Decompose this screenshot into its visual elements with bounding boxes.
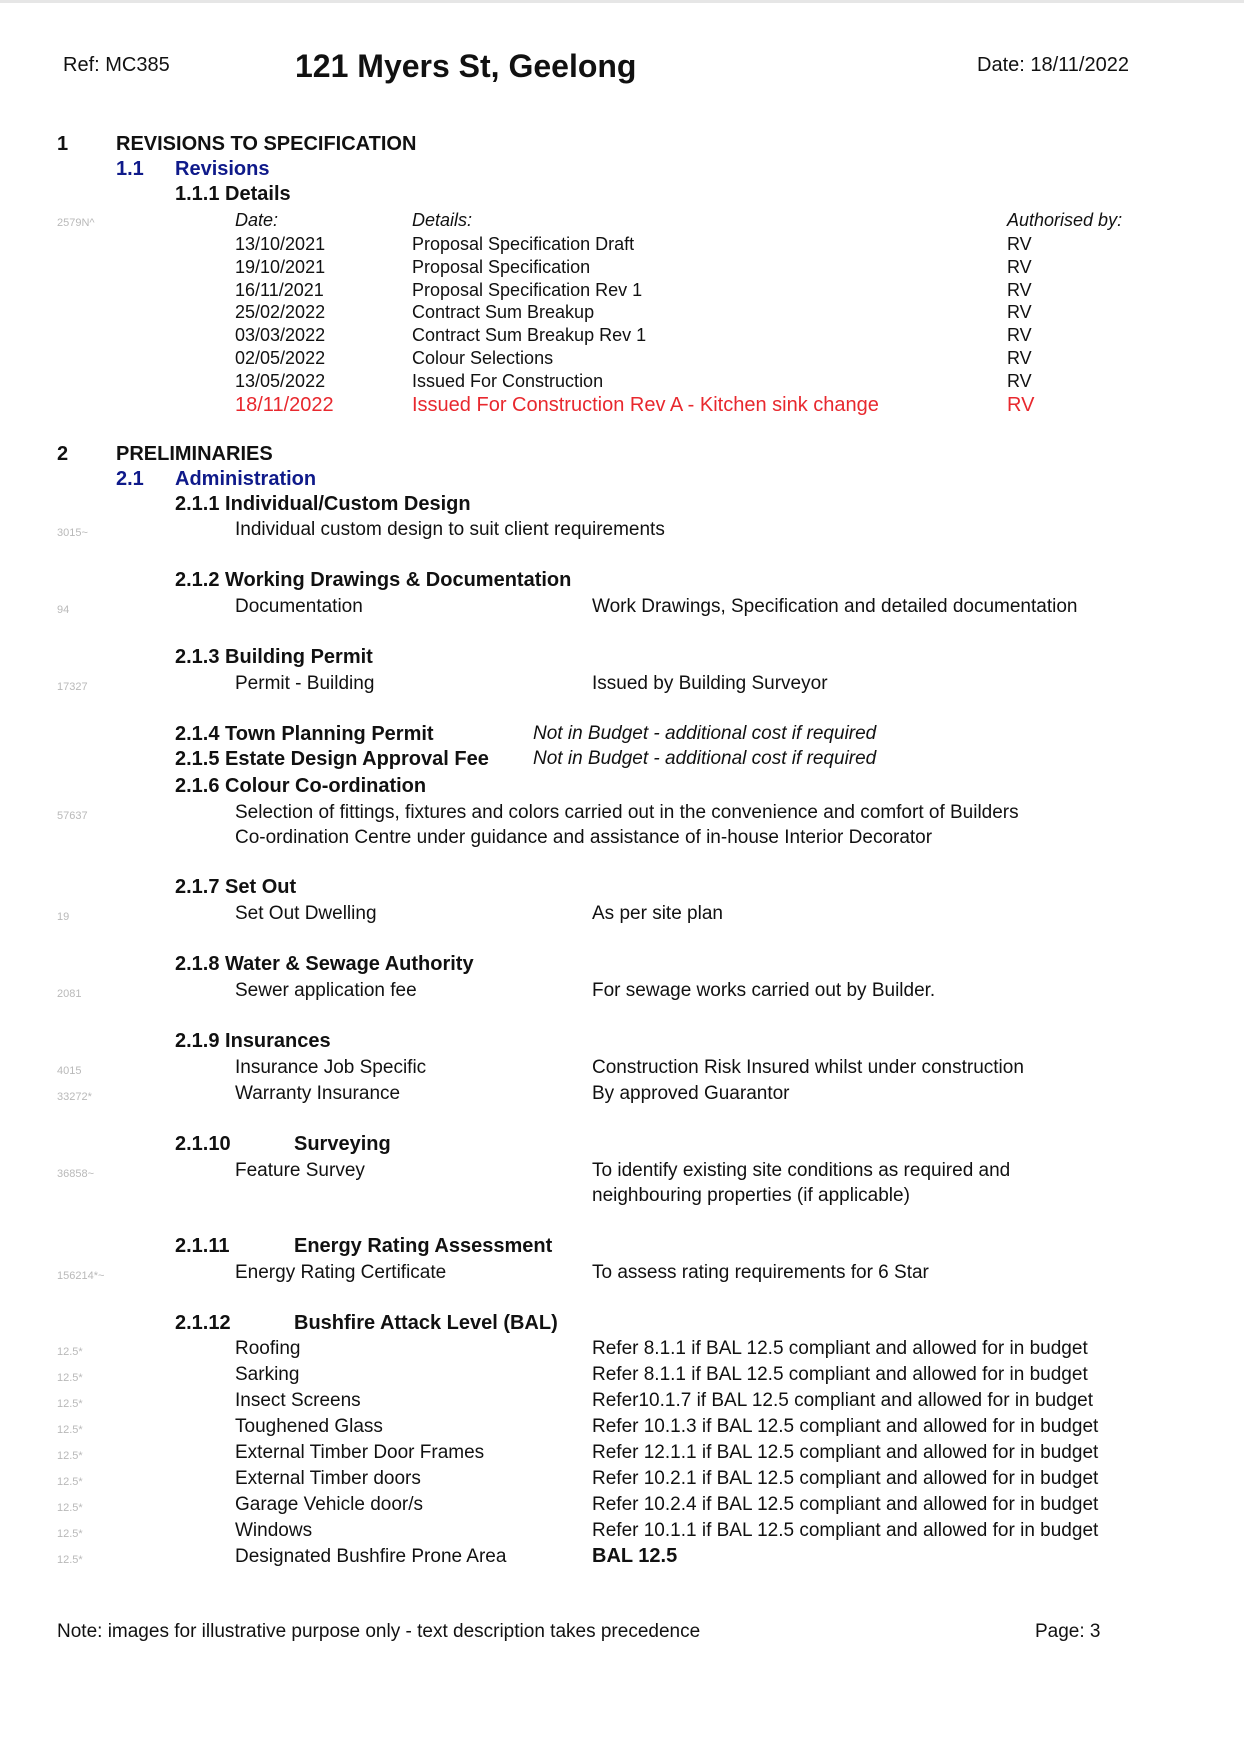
section-1-title: REVISIONS TO SPECIFICATION xyxy=(116,133,417,155)
item-description: Refer 8.1.1 if BAL 12.5 compliant and allowed for in budget xyxy=(592,1364,1088,1385)
item-label: Insurance Job Specific xyxy=(235,1057,427,1078)
revision-authoriser: RV xyxy=(1007,234,1032,254)
item-text-line: Selection of fittings, fixtures and colors carried out in the convenience and comfort of Builders xyxy=(235,802,1019,823)
section-2-1-number: 2.1 xyxy=(116,468,144,490)
item-code: 94 xyxy=(57,604,70,616)
revision-authoriser: RV xyxy=(1007,280,1032,300)
item-code: 12.5* xyxy=(57,1528,83,1540)
item-code: 12.5* xyxy=(57,1554,83,1566)
heading-2-1-9: 2.1.9 Insurances xyxy=(175,1030,331,1052)
revision-authoriser: RV xyxy=(1007,325,1032,345)
item-label: Windows xyxy=(235,1520,313,1541)
revision-date: 25/02/2022 xyxy=(235,302,326,322)
not-in-budget-note: Not in Budget - additional cost if required xyxy=(533,723,877,744)
item-description: Refer 12.1.1 if BAL 12.5 compliant and allowed for in budget xyxy=(592,1442,1099,1463)
item-description: As per site plan xyxy=(592,903,723,924)
item-label: Documentation xyxy=(235,596,363,617)
item-code: 12.5* xyxy=(57,1502,83,1514)
item-label: Warranty Insurance xyxy=(235,1083,401,1104)
heading-2-1-2: 2.1.2 Working Drawings & Documentation xyxy=(175,569,572,591)
bal-rating-value: BAL 12.5 xyxy=(592,1545,678,1567)
item-code: 2081 xyxy=(57,988,82,1000)
revision-details: Contract Sum Breakup Rev 1 xyxy=(412,325,647,345)
item-code: 12.5* xyxy=(57,1372,83,1384)
revision-date: 13/10/2021 xyxy=(235,234,326,254)
revision-details: Proposal Specification Draft xyxy=(412,234,635,254)
column-header-date: Date: xyxy=(235,210,279,230)
heading-2-1-12-number: 2.1.12 xyxy=(175,1312,231,1334)
section-2-title: PRELIMINARIES xyxy=(116,443,273,465)
item-code: 17327 xyxy=(57,681,88,693)
revision-date: 13/05/2022 xyxy=(235,371,326,391)
item-code: 36858~ xyxy=(57,1168,95,1180)
item-description: Refer10.1.7 if BAL 12.5 compliant and allowed for in budget xyxy=(592,1390,1094,1411)
heading-2-1-6: 2.1.6 Colour Co-ordination xyxy=(175,775,427,797)
item-code: 4015 xyxy=(57,1065,82,1077)
item-label: External Timber Door Frames xyxy=(235,1442,485,1463)
revision-authoriser: RV xyxy=(1007,394,1035,416)
item-label: Garage Vehicle door/s xyxy=(235,1494,424,1515)
item-label: Roofing xyxy=(235,1338,301,1359)
item-label: Set Out Dwelling xyxy=(235,903,377,924)
revision-date: 02/05/2022 xyxy=(235,348,326,368)
item-text: Individual custom design to suit client requirements xyxy=(235,519,665,540)
revision-details: Issued For Construction Rev A - Kitchen sink change xyxy=(412,394,879,416)
section-2-number: 2 xyxy=(57,443,69,465)
item-description: Refer 10.1.3 if BAL 12.5 compliant and allowed for in budget xyxy=(592,1416,1099,1437)
item-code: 57637 xyxy=(57,810,88,822)
heading-2-1-3: 2.1.3 Building Permit xyxy=(175,646,373,668)
item-description: Refer 10.1.1 if BAL 12.5 compliant and allowed for in budget xyxy=(592,1520,1099,1541)
section-1-number: 1 xyxy=(57,133,69,155)
footer-note: Note: images for illustrative purpose only - text description takes precedence xyxy=(57,1621,701,1642)
item-description: By approved Guarantor xyxy=(592,1083,790,1104)
column-header-authorised: Authorised by: xyxy=(1007,210,1123,230)
item-label: Designated Bushfire Prone Area xyxy=(235,1546,507,1567)
item-label: Sewer application fee xyxy=(235,980,417,1001)
revision-authoriser: RV xyxy=(1007,257,1032,277)
page-number: Page: 3 xyxy=(1035,1621,1101,1642)
item-label: Insect Screens xyxy=(235,1390,361,1411)
item-label: External Timber doors xyxy=(235,1468,421,1489)
revision-details: Proposal Specification Rev 1 xyxy=(412,280,643,300)
heading-2-1-10-number: 2.1.10 xyxy=(175,1133,231,1155)
item-code: 19 xyxy=(57,911,70,923)
item-description: Refer 8.1.1 if BAL 12.5 compliant and allowed for in budget xyxy=(592,1338,1088,1359)
revision-date: 19/10/2021 xyxy=(235,257,326,277)
item-description: Work Drawings, Specification and detailed documentation xyxy=(592,596,1078,617)
document-title: 121 Myers St, Geelong xyxy=(295,48,637,84)
item-code: 33272* xyxy=(57,1091,92,1103)
item-label: Sarking xyxy=(235,1364,300,1385)
ref-label: Ref: MC385 xyxy=(63,54,170,76)
item-code: 156214*~ xyxy=(57,1270,105,1282)
item-description-line: neighbouring properties (if applicable) xyxy=(592,1185,910,1206)
revision-details: Issued For Construction xyxy=(412,371,604,391)
revision-details: Proposal Specification xyxy=(412,257,591,277)
item-description: For sewage works carried out by Builder. xyxy=(592,980,936,1001)
section-1-1-title: Revisions xyxy=(175,158,270,180)
revision-authoriser: RV xyxy=(1007,348,1032,368)
column-header-details: Details: xyxy=(412,210,473,230)
item-code: 12.5* xyxy=(57,1398,83,1410)
revision-date: 18/11/2022 xyxy=(235,394,334,416)
item-label: Toughened Glass xyxy=(235,1416,383,1437)
revision-details: Colour Selections xyxy=(412,348,554,368)
item-description-line: To identify existing site conditions as required and xyxy=(592,1160,1011,1181)
item-label: Feature Survey xyxy=(235,1160,365,1181)
section-1-1-number: 1.1 xyxy=(116,158,144,180)
details-heading: 1.1.1 Details xyxy=(175,183,291,205)
heading-2-1-11-number: 2.1.11 xyxy=(175,1235,230,1257)
heading-2-1-1: 2.1.1 Individual/Custom Design xyxy=(175,493,471,515)
revision-date: 16/11/2021 xyxy=(235,280,324,300)
item-description: Refer 10.2.1 if BAL 12.5 compliant and allowed for in budget xyxy=(592,1468,1099,1489)
item-label: Energy Rating Certificate xyxy=(235,1262,447,1283)
not-in-budget-note: Not in Budget - additional cost if required xyxy=(533,748,877,769)
item-description: Construction Risk Insured whilst under construction xyxy=(592,1057,1024,1078)
item-label: Permit - Building xyxy=(235,673,375,694)
revision-authoriser: RV xyxy=(1007,302,1032,322)
item-code: 2579N^ xyxy=(57,217,95,229)
item-code: 3015~ xyxy=(57,527,88,539)
heading-2-1-12-title: Bushfire Attack Level (BAL) xyxy=(294,1312,558,1334)
item-code: 12.5* xyxy=(57,1424,83,1436)
heading-2-1-7: 2.1.7 Set Out xyxy=(175,876,297,898)
item-code: 12.5* xyxy=(57,1346,83,1358)
heading-2-1-4: 2.1.4 Town Planning Permit xyxy=(175,723,434,745)
heading-2-1-11-title: Energy Rating Assessment xyxy=(294,1235,553,1257)
heading-2-1-5: 2.1.5 Estate Design Approval Fee xyxy=(175,748,489,770)
heading-2-1-10-title: Surveying xyxy=(294,1133,391,1155)
revision-date: 03/03/2022 xyxy=(235,325,326,345)
section-2-1-title: Administration xyxy=(175,468,317,490)
item-description: Issued by Building Surveyor xyxy=(592,673,828,694)
item-code: 12.5* xyxy=(57,1476,83,1488)
item-code: 12.5* xyxy=(57,1450,83,1462)
revision-details: Contract Sum Breakup xyxy=(412,302,595,322)
revision-authoriser: RV xyxy=(1007,371,1032,391)
date-label: Date: 18/11/2022 xyxy=(977,54,1129,76)
item-text-line: Co-ordination Centre under guidance and assistance of in-house Interior Decorator xyxy=(235,827,933,848)
item-description: Refer 10.2.4 if BAL 12.5 compliant and allowed for in budget xyxy=(592,1494,1099,1515)
item-description: To assess rating requirements for 6 Star xyxy=(592,1262,929,1283)
heading-2-1-8: 2.1.8 Water & Sewage Authority xyxy=(175,953,474,975)
